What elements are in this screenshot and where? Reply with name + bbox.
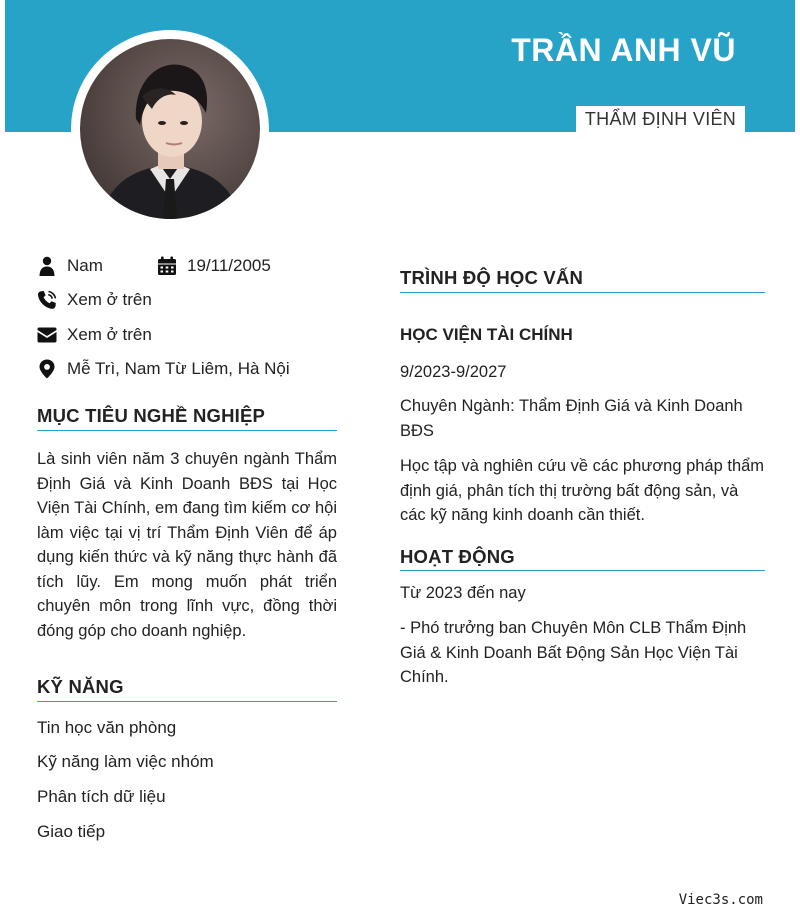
phone-icon [37, 289, 67, 311]
skill-item: Kỹ năng làm việc nhóm [37, 752, 214, 771]
skill-item: Giao tiếp [37, 822, 106, 841]
footer-brand: Viec3s.com [678, 892, 763, 908]
skills-divider [37, 701, 337, 702]
email-value: Xem ở trên [67, 325, 152, 344]
skill-item: Tin học văn phòng [37, 718, 177, 737]
person-icon [37, 255, 67, 277]
job-title-badge: THẨM ĐỊNH VIÊN [576, 106, 745, 132]
gender-value: Nam [67, 256, 103, 275]
objective-text: Là sinh viên năm 3 chuyên ngành Thẩm Định Giá và Kinh Doanh BĐS tại Học Viện Tài Chính, em đang tìm kiếm cơ hội làm việc tại vị trí Thẩm Định Viên để áp dụng kiến thức và kỹ năng thực hành đã tích lũy. Em mong muốn phát triển chuyên môn trong lĩnh vực, đồng thời đóng góp cho doanh nghiệp. [37, 450, 337, 640]
gender-row [37, 254, 103, 278]
objective-divider [37, 430, 337, 431]
email-row [37, 323, 152, 347]
activities-description: - Phó trưởng ban Chuyên Môn CLB Thẩm Định Giá & Kinh Doanh Bất Động Sản Học Viện Tài Chính. [400, 619, 747, 686]
activities-divider [400, 570, 765, 571]
calendar-icon [157, 255, 187, 277]
birthday-value: 19/11/2005 [187, 256, 271, 275]
activities-heading: HOẠT ĐỘNG [400, 546, 515, 567]
skills-heading: KỸ NĂNG [37, 676, 124, 697]
education-description: Học tập và nghiên cứu về các phương pháp thẩm định giá, phân tích thị trường bất động sản, và các kỹ năng kinh doanh cần thiết. [400, 457, 765, 524]
phone-row [37, 288, 152, 312]
email-icon [37, 324, 67, 346]
activities-period: Từ 2023 đến nay [400, 584, 526, 602]
skill-item: Phân tích dữ liệu [37, 787, 166, 806]
phone-value: Xem ở trên [67, 290, 152, 309]
address-row [37, 357, 290, 381]
school-name: HỌC VIỆN TÀI CHÍNH [400, 325, 573, 344]
education-heading: TRÌNH ĐỘ HỌC VẤN [400, 267, 584, 288]
location-icon [37, 358, 67, 380]
education-major: Chuyên Ngành: Thẩm Định Giá và Kinh Doanh BĐS [400, 397, 743, 440]
avatar [71, 30, 269, 228]
objective-heading: MỤC TIÊU NGHỀ NGHIỆP [37, 405, 266, 426]
birthday-row [157, 254, 271, 278]
address-value: Mễ Trì, Nam Từ Liêm, Hà Nội [67, 359, 290, 378]
candidate-name: TRẦN ANH VŨ [511, 32, 736, 68]
education-divider [400, 292, 765, 293]
avatar-photo [80, 39, 260, 219]
education-period: 9/2023-9/2027 [400, 363, 507, 381]
